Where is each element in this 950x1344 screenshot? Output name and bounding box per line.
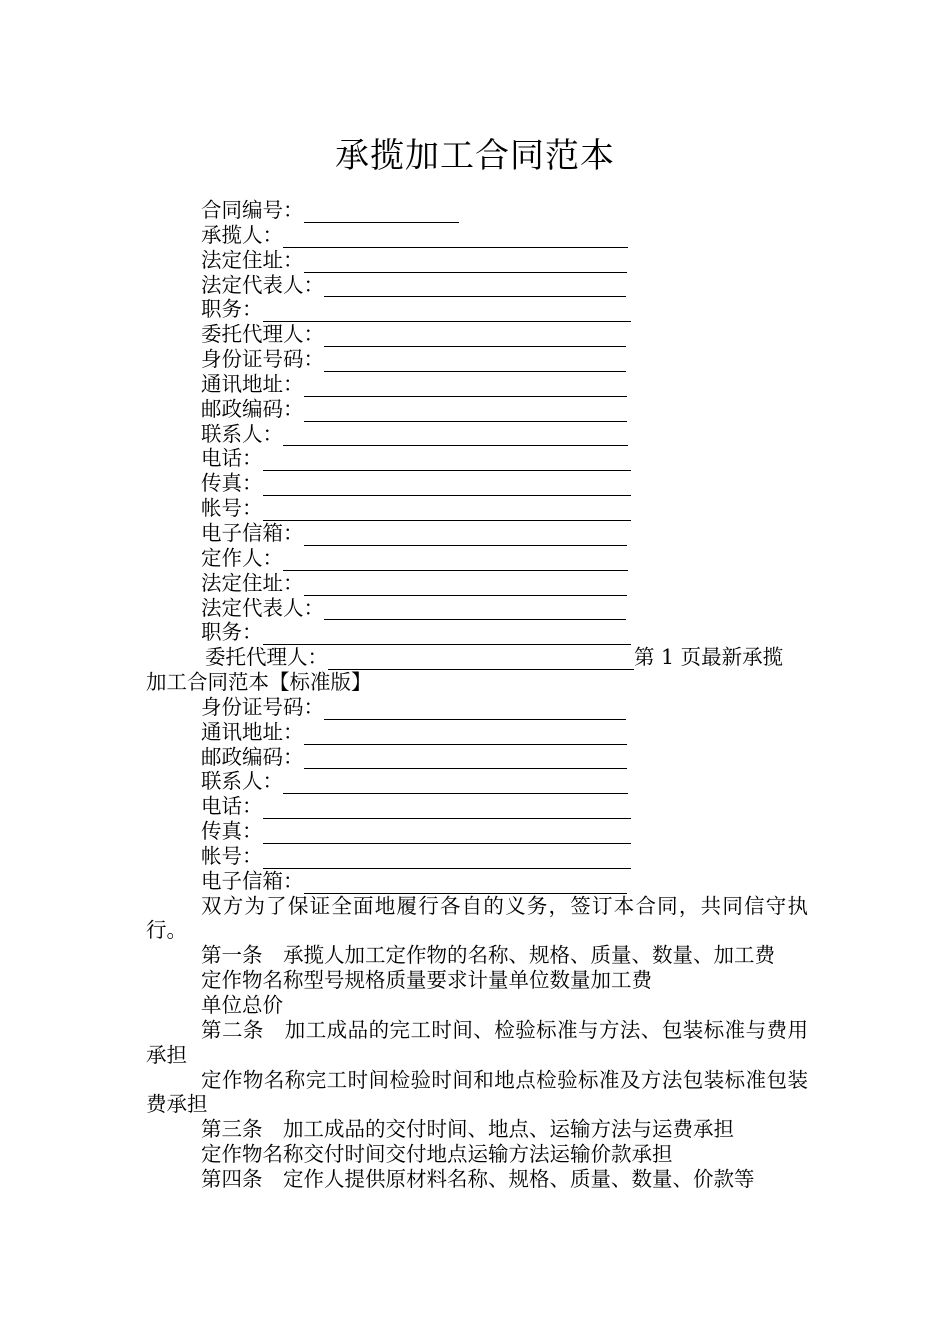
field-blank xyxy=(263,304,631,322)
field-label: 邮政编码： xyxy=(201,744,304,769)
field-blank xyxy=(263,627,631,645)
field-label: 法定代表人： xyxy=(201,272,324,297)
field-label: 职务： xyxy=(201,297,263,322)
field-blank xyxy=(283,230,628,248)
party-a-field xyxy=(146,471,808,496)
party-b-field xyxy=(146,571,808,596)
party-b-field xyxy=(146,819,808,844)
party-b-field xyxy=(146,596,808,621)
field-blank xyxy=(324,329,626,347)
body-paragraph: 双方为了保证全面地履行各自的义务，签订本合同，共同信守执行。 xyxy=(146,893,808,943)
field-blank xyxy=(304,876,627,894)
page-footer-text: 第 1 页最新承揽 xyxy=(634,645,784,670)
field-blank xyxy=(304,528,627,546)
party-b-agent-line xyxy=(146,645,808,670)
field-blank xyxy=(263,851,631,869)
field-blank xyxy=(304,255,627,273)
field-blank xyxy=(304,404,627,422)
party-b-field xyxy=(146,620,808,645)
document-body xyxy=(146,198,808,1192)
field-blank xyxy=(304,727,627,745)
field-blank xyxy=(263,478,631,496)
field-label: 通讯地址： xyxy=(201,371,304,396)
document-title: 承揽加工合同范本 xyxy=(335,136,615,176)
field-blank xyxy=(283,776,628,794)
field-label: 身份证号码： xyxy=(201,347,324,372)
party-a-field xyxy=(146,496,808,521)
field-blank xyxy=(263,801,631,819)
field-label: 联系人： xyxy=(201,769,283,794)
field-blank xyxy=(283,428,628,446)
party-a-field xyxy=(146,422,808,447)
party-a-field xyxy=(146,446,808,471)
field-blank xyxy=(304,205,459,223)
party-b-field xyxy=(146,869,808,894)
field-blank xyxy=(263,453,631,471)
field-label: 电子信箱： xyxy=(201,868,304,893)
party-a-field xyxy=(146,397,808,422)
field-label: 传真： xyxy=(201,819,263,844)
party-a-field xyxy=(146,347,808,372)
party-a-field xyxy=(146,521,808,546)
article-heading: 第二条 加工成品的完工时间、检验标准与方法、包装标准与费用承担 xyxy=(146,1017,808,1067)
field-label: 身份证号码： xyxy=(201,694,324,719)
field-label: 法定代表人： xyxy=(201,595,324,620)
party-b-field xyxy=(146,844,808,869)
field-label: 电话： xyxy=(201,446,263,471)
party-b-field xyxy=(146,769,808,794)
field-label: 法定住址： xyxy=(201,570,304,595)
field-blank xyxy=(283,553,628,571)
field-label: 联系人： xyxy=(201,421,283,446)
body-paragraph: 定作物名称型号规格质量要求计量单位数量加工费 xyxy=(201,968,652,993)
body-paragraph: 定作物名称完工时间检验时间和地点检验标准及方法包装标准包装费承担 xyxy=(146,1067,808,1117)
party-a-field xyxy=(146,297,808,322)
article-heading: 第三条 加工成品的交付时间、地点、运输方法与运费承担 xyxy=(201,1117,734,1142)
field-label: 职务： xyxy=(201,620,263,645)
page-footer-wrap: 加工合同范本【标准版】 xyxy=(146,670,372,695)
field-blank xyxy=(328,652,634,670)
field-label: 传真： xyxy=(201,471,263,496)
field-label: 帐号： xyxy=(201,496,263,521)
party-a-field xyxy=(146,248,808,273)
field-blank xyxy=(263,503,631,521)
party-a-heading xyxy=(146,223,808,248)
field-blank xyxy=(263,826,631,844)
party-a-field xyxy=(146,322,808,347)
party-a-field xyxy=(146,273,808,298)
field-blank xyxy=(324,702,626,720)
field-label: 电话： xyxy=(201,794,263,819)
field-label: 电子信箱： xyxy=(201,520,304,545)
field-label: 承揽人： xyxy=(201,222,283,247)
field-blank xyxy=(304,751,627,769)
field-blank xyxy=(304,379,627,397)
party-b-field xyxy=(146,745,808,770)
field-blank xyxy=(324,354,626,372)
field-label: 委托代理人： xyxy=(205,645,328,670)
field-label: 合同编号： xyxy=(201,198,304,222)
contract-no-field xyxy=(146,198,808,223)
article-heading: 第四条 定作人提供原材料名称、规格、质量、数量、价款等 xyxy=(201,1166,755,1191)
body-paragraph: 单位总价 xyxy=(201,993,283,1017)
field-blank xyxy=(324,279,626,297)
party-b-field xyxy=(146,794,808,819)
party-b-heading xyxy=(146,546,808,571)
field-label: 通讯地址： xyxy=(201,719,304,744)
article-heading: 第一条 承揽人加工定作物的名称、规格、质量、数量、加工费 xyxy=(201,943,775,968)
field-label: 法定住址： xyxy=(201,247,304,272)
party-b-field xyxy=(146,720,808,745)
field-label: 委托代理人： xyxy=(201,322,324,347)
body-paragraph: 定作物名称交付时间交付地点运输方法运输价款承担 xyxy=(201,1142,673,1167)
field-blank xyxy=(304,578,627,596)
party-b-field xyxy=(146,695,808,720)
party-a-field xyxy=(146,372,808,397)
field-label: 帐号： xyxy=(201,843,263,868)
field-label: 定作人： xyxy=(201,545,283,570)
field-blank xyxy=(324,602,626,620)
field-label: 邮政编码： xyxy=(201,396,304,421)
